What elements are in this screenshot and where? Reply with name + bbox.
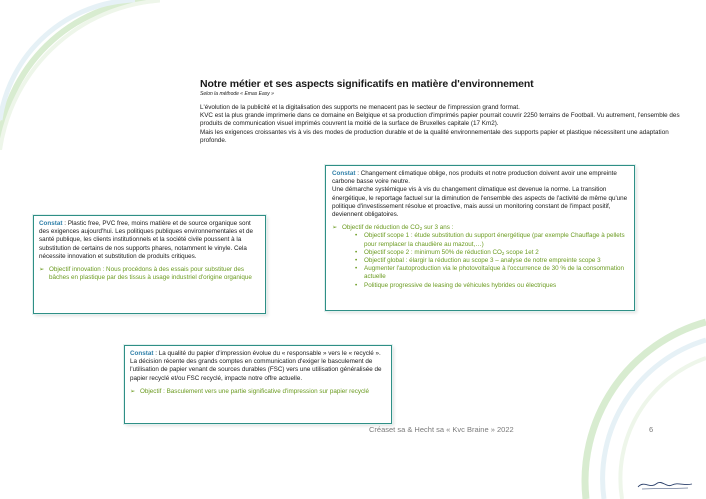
page-title: Notre métier et ses aspects significatifs en matière d'environnement [200, 78, 534, 90]
objective-paper [130, 388, 386, 396]
constat-label: Constat [332, 170, 356, 177]
objective-innovation-text: Objectif innovation : Nous procédons à des essais pour substituer des bâches en plastique par des tissus à usage industriel d'origine organique [49, 266, 252, 282]
list-item: • Objectif global : élargir la réduction au scope 3 – analyse de notre empreinte scope 3 [364, 257, 628, 265]
constat-climate-text [332, 170, 628, 186]
constat-climate-box [325, 165, 635, 311]
list-item-sub: 2 [501, 250, 505, 256]
constat-climate-statement: : Changement climatique oblige, nos produits et notre production doivent avoir une empreinte carbone basse voire neutre. [332, 170, 617, 186]
objective-co2 [332, 224, 628, 232]
constat-label: Constat [39, 220, 63, 227]
intro-paragraph-1: L'évolution de la publicité et la digitalisation des supports ne menacent pas le secteur de l'impression grand format. [200, 104, 520, 111]
page-subtitle: Selon la méthode « Emas Easy » [200, 91, 274, 97]
constat-climate-detail: Une démarche systémique vis à vis du changement climatique est devenue la norme. La transition énergétique, le reportage factuel sur la diminution de l'ensemble des aspects de l'activité de même qu'une politique d'investissement résolue et proactive, mais aussi un monitoring constant de l'impact positif, deviennent obligatoires. [332, 186, 628, 219]
constat-label: Constat [130, 350, 154, 357]
intro-paragraph-2: KVC est la plus grande imprimerie dans ce domaine en Belgique et sa production d'imprimés papier pourrait couvrir 2250 terrains de Football. Vu autrement, l'ensemble des produits de communication visuel imprimés couvrent la moitié de la surface de Bruxelles capitale (17 Km2). [200, 112, 680, 128]
constat-paper-statement: : La qualité du papier d'impression évolue du « responsable » vers le « recyclé ». La décision récente des grands comptes en communication d'exiger le basculement de l'utilisation de papier venant de sources durables (FSC) vers une utilisation généralisée de papier recyclé et/ou FSC recyclé, impacte notre offre actuelle. [130, 350, 382, 382]
constat-paper-box [124, 345, 392, 424]
objective-co2-suffix: sur 3 ans : [422, 224, 454, 232]
page-footer: Créaset sa & Hecht sa « Kvc Braine » 2022 [369, 425, 514, 434]
list-item [364, 249, 628, 257]
objective-co2-prefix: Objectif de réduction de CO [342, 224, 420, 232]
intro-paragraph-3: Mais les exigences croissantes vis à vis des modes de production durable et de la qualité environnementale des supports papier et plastique nécessitent une adaptation profonde. [200, 128, 669, 144]
constat-plastic-statement: : Plastic free, PVC free, moins matière et de source organique sont des exigences aujourd'hui. Les politiques publiques environnementales et de santé publique, les clients institutionnels et la société civile poussent à la substitution de certains de nos supports phares, notamment le vinyle. Cela nécessite innovation et substitution de produits critiques. [39, 220, 254, 260]
arrow-bullet-icon: ➢ [39, 266, 45, 274]
objective-paper-text: Objectif : Basculement vers une partie significative d'impression sur papier recyclé [140, 387, 370, 395]
constat-plastic-text [39, 220, 260, 261]
list-item-suffix: scope 1et 2 [504, 248, 539, 256]
decor-arc-bottom-right [566, 318, 706, 499]
list-item: • Objectif scope 1 : étude substitution du support énergétique (par exemple Chauffage à pellets pour remplacer la chaudière au mazout,…) [364, 232, 628, 248]
intro-text [200, 104, 690, 145]
objective-co2-list [332, 232, 628, 289]
constat-plastic-box [33, 215, 266, 314]
objective-co2-sub: 2 [419, 226, 423, 232]
arrow-bullet-icon: ➢ [332, 224, 338, 232]
page-number: 6 [649, 425, 654, 434]
list-item: • Augmenter l'autoproduction via le photovoltaïque à l'occurrence de 30 % de la consommation actuelle [364, 265, 628, 281]
objective-innovation [39, 266, 260, 282]
decor-arc-top-left [0, 0, 160, 150]
list-item-prefix: Objectif scope 2 : minimum 50% de réduction CO [364, 248, 502, 256]
constat-paper-text [130, 350, 386, 383]
list-item: • Politique progressive de leasing de véhicules hybrides ou électriques [364, 282, 628, 290]
arrow-bullet-icon: ➢ [130, 387, 136, 395]
signature-icon [636, 476, 696, 492]
